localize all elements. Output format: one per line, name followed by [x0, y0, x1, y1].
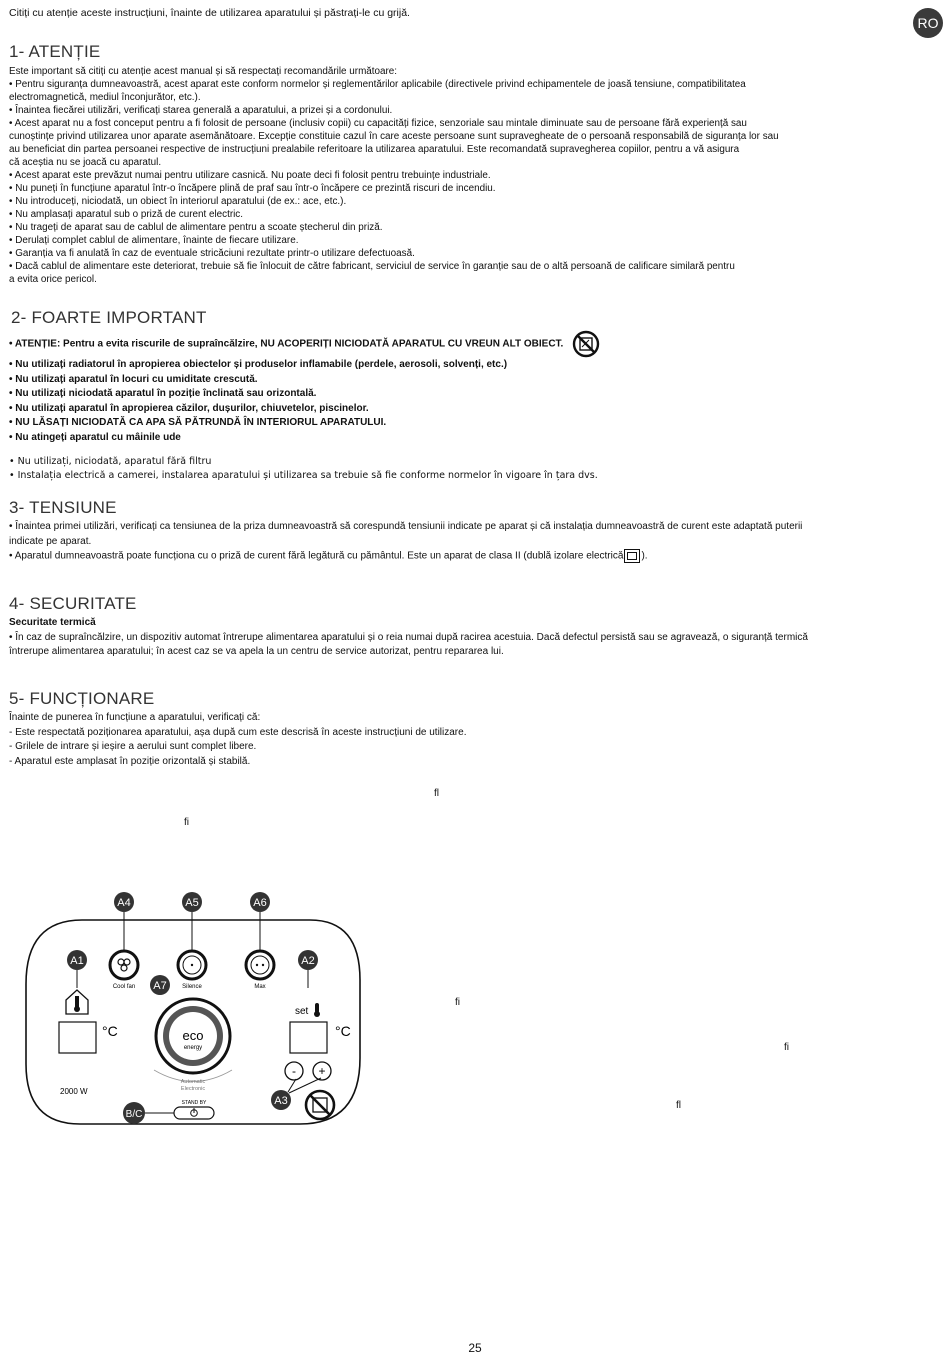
s2-line: • Nu utilizați niciodată aparatul în poziție înclinată sau orizontală.: [9, 388, 317, 400]
s1-line: • Pentru siguranța dumneavoastră, acest aparat este conform normelor și reglementărilor aplicabile (directivele privind echipamentele de joasă tensiune, compatibilitatea: [9, 79, 746, 90]
svg-text:A4: A4: [117, 897, 131, 909]
stray-glyph: ﬂ: [676, 1100, 681, 1111]
section-4-title: 4- SECURITATE: [9, 594, 137, 613]
svg-text:-: -: [292, 1064, 296, 1078]
s1-line: • Nu introduceți, niciodată, un obiect în interiorul aparatului (de ex.: ace, etc.).: [9, 196, 347, 207]
section-2-title: 2- FOARTE IMPORTANT: [11, 308, 207, 327]
s1-line: • Garanția va fi anulată în caz de eventuale stricăciuni rezultate printr-o utilizare defectuoasă.: [9, 248, 415, 259]
svg-text:A1: A1: [70, 955, 84, 967]
minus-button[interactable]: [285, 1062, 303, 1080]
s1-line: • Acest aparat este prevăzut numai pentru utilizare casnică. Nu poate deci fi folosit pentru trebuințe industriale.: [9, 170, 491, 181]
energy-label: energy: [183, 1045, 203, 1051]
svg-text:+: +: [318, 1064, 326, 1078]
s3-line: [9, 549, 914, 564]
svg-text:A3: A3: [274, 1095, 288, 1107]
s4-line: • În caz de supraîncălzire, un dispozitiv automat întrerupe alimentarea aparatului și o reia numai după racirea acestuia. Dacă defectul persistă sau se agravează, o siguranță termică: [9, 631, 808, 643]
s4-line: întrerupe alimentarea aparatului; în acest caz se va apela la un centru de service autorizat, pentru repararea lui.: [9, 646, 504, 657]
stray-glyph: ﬁ: [455, 997, 460, 1008]
set-temperature-display: [290, 1022, 327, 1053]
stray-glyph: ﬂ: [434, 788, 439, 799]
s1-line: electromagnetică, mediul înconjurător, etc.).: [9, 92, 201, 103]
s2-line: • Nu utilizați aparatul în apropierea căzilor, dușurilor, chiuvetelor, piscinelor.: [9, 402, 369, 414]
s1-line: • Nu amplasați aparatul sub o priză de curent electric.: [9, 209, 243, 220]
s5-line: Înainte de punerea în funcțiune a aparatului, verificați că:: [9, 712, 261, 723]
control-panel-diagram: [22, 888, 367, 1133]
section-1-body: [9, 65, 914, 286]
svg-text:B/C: B/C: [125, 1109, 143, 1120]
cool-fan-button[interactable]: [110, 951, 138, 979]
s2-line: • Nu utilizați radiatorul în apropierea obiectelor și produselor inflamabile (perdele, aerosoli, solvenți, etc.): [9, 359, 508, 370]
section-3-title: 3- TENSIUNE: [9, 498, 117, 517]
s2-line-text: • ATENȚIE: Pentru a evita riscurile de supraîncălzire, NU ACOPERIȚI NICIODATĂ APARATUL CU VREUN ALT OBIECT.: [9, 338, 564, 350]
s1-line: a evita orice pericol.: [9, 274, 97, 285]
degree-right: °C: [335, 1023, 351, 1039]
s1-line: • Nu trageți de aparat sau de cablul de alimentare pentru a scoate ștecherul din priză.: [9, 222, 383, 233]
s1-line: • Derulați complet cablul de alimentare, înainte de fiecare utilizare.: [9, 235, 299, 246]
s5-line: - Aparatul este amplasat în poziție orizontală și stabilă.: [9, 755, 251, 767]
max-button[interactable]: [246, 951, 274, 979]
s2-line: • Nu atingeți aparatul cu mâinile ude: [9, 431, 181, 443]
section-3-body: [9, 520, 914, 564]
s2-line: • NU LĂSAȚI NICIODATĂ CA APA SĂ PĂTRUNDĂ ÎN INTERIORUL APARATULUI.: [9, 417, 387, 429]
page-number: 25: [468, 1341, 482, 1355]
callout-a7: [150, 975, 170, 995]
s5-line: - Grilele de intrare și ieșire a aerului sunt complet libere.: [9, 741, 257, 752]
section-2-body: [9, 330, 914, 484]
s1-line: că aceștia nu se joacă cu aparatul.: [9, 157, 162, 168]
silence-button[interactable]: [178, 951, 206, 979]
s3-line: indicate pe aparat.: [9, 535, 92, 547]
plus-button[interactable]: [313, 1062, 331, 1080]
room-temperature-display: [59, 1022, 96, 1053]
svg-text:A6: A6: [253, 897, 267, 909]
eco-label: eco: [182, 1028, 204, 1043]
s1-line: • Nu puneți în funcțiune aparatul într-o încăpere plină de praf sau într-o încăpere ce prezintă riscuri de incendiu.: [9, 183, 496, 194]
s3-line-text: • Aparatul dumneavoastră poate funcționa cu o priză de curent fără legătură cu pământul. Este un aparat de clasa II (dublă izolare electrică: [9, 550, 624, 562]
power-label: 2000 W: [60, 1087, 88, 1096]
standby-button[interactable]: [174, 1107, 214, 1119]
svg-text:A2: A2: [301, 955, 315, 967]
standby-label: STAND BY: [181, 1100, 207, 1106]
intro-text: Citiți cu atenție aceste instrucțiuni, înainte de utilizarea aparatului și păstrați-le cu grijă.: [9, 7, 410, 19]
max-label: Max: [254, 984, 266, 990]
s2-extra-line: • Instalația electrică a camerei, instalarea aparatului și utilizarea sa trebuie să fie conforme normelor în vigoare în țara dvs.: [9, 470, 598, 482]
do-not-cover-icon: [306, 1091, 334, 1119]
svg-text:A5: A5: [185, 897, 199, 909]
set-label: set: [295, 1006, 309, 1017]
s3-line-end: ).: [641, 550, 648, 562]
s1-line: • Dacă cablul de alimentare este deteriorat, trebuie să fie înlocuit de către fabricant, serviciul de service în garanție sau de o altă persoană de calificare similară pentru: [9, 261, 735, 272]
stray-glyph: ﬁ: [784, 1042, 789, 1053]
cool-fan-label: Cool fan: [112, 984, 136, 990]
electronic-label: Electronic: [180, 1086, 206, 1092]
degree-left: °C: [102, 1023, 118, 1039]
language-badge: RO: [913, 8, 943, 38]
s3-line: • Înaintea primei utilizări, verificați ca tensiunea de la priza dumneavoastră să corespundă tensiunii indicate pe aparat și că instalația dumneavoastră de curent este adaptată puterii: [9, 521, 803, 532]
s2-line: [9, 330, 914, 358]
s2-extra-line: • Nu utilizați, niciodată, aparatul fără filtru: [9, 455, 212, 467]
section-5-title: 5- FUNCȚIONARE: [9, 689, 155, 708]
s1-line: • Acest aparat nu a fost conceput pentru a fi folosit de persoane (inclusiv copii) cu capacități fizice, senzoriale sau mintale diminuate sau de persoane fără experiență sau: [9, 118, 747, 129]
silence-label: Silence: [182, 984, 202, 990]
s5-line: - Este respectată poziționarea aparatului, așa după cum este descrisă în aceste instrucțiuni de utilizare.: [9, 726, 467, 738]
do-not-cover-icon: [572, 330, 600, 358]
s1-line: Este important să citiți cu atenție acest manual și să respectați recomandările următoare:: [9, 66, 398, 77]
automatic-label: Automatic: [180, 1079, 206, 1085]
s1-line: au beneficiat din partea persoanei respective de instrucțiuni prealabile referitoare la utilizarea aparatului. Este recomandată supravegherea copiilor, pentru a vă asigura: [9, 144, 740, 155]
section-4-body: [9, 616, 914, 660]
svg-text:A7: A7: [153, 980, 167, 992]
s1-line: cunoștințe privind utilizarea unor aparate asemănătoare. Excepție constituie cazul în care aceste persoane sunt supravegheate de o persoană responsabilă de siguranța lor sau: [9, 131, 779, 142]
double-insulation-icon: [624, 549, 640, 563]
section-5-body: [9, 711, 914, 769]
stray-glyph: ﬁ: [184, 817, 189, 828]
s4-subtitle: Securitate termică: [9, 617, 96, 628]
section-1-title: 1- ATENȚIE: [9, 42, 101, 61]
s2-line: • Nu utilizați aparatul în locuri cu umiditate crescută.: [9, 373, 258, 385]
s1-line: • Înaintea fiecărei utilizări, verificați starea generală a aparatului, a prizei și a cordonului.: [9, 105, 393, 116]
